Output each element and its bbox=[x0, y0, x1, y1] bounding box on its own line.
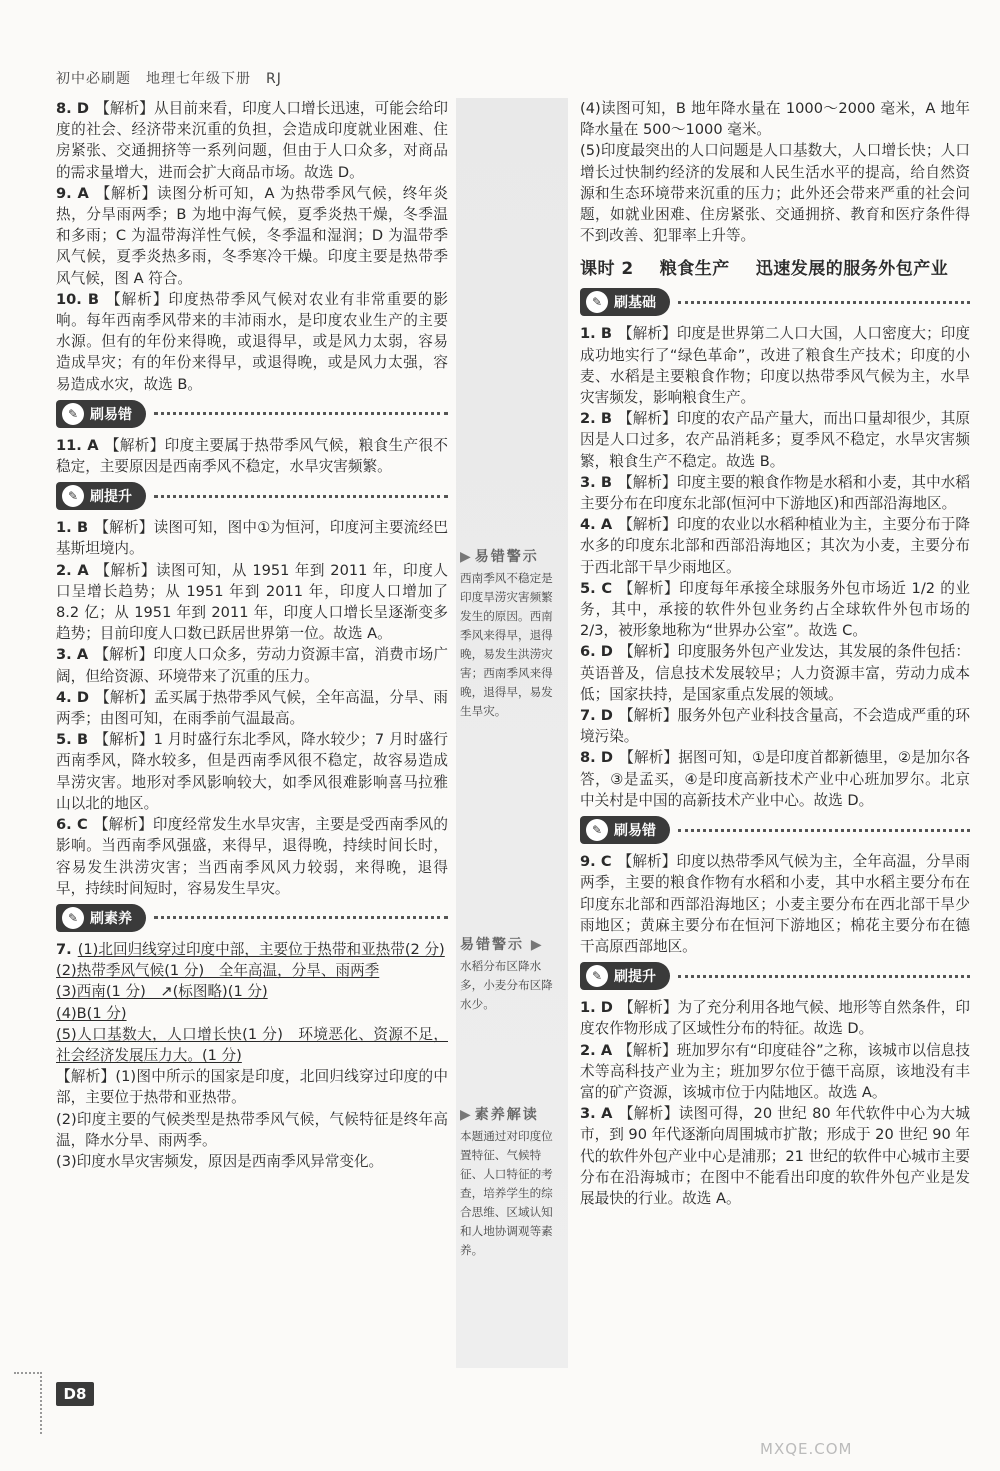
answer-line: (5)人口基数大，人口增长快(1 分) 环境恶化、资源不足，社会经济发展压力大。(1 分) bbox=[56, 1025, 448, 1064]
answer-text: 【解析】孟买属于热带季风气候，全年高温，分旱、雨两季；由图可知，在雨季前气温最高。 bbox=[56, 688, 448, 728]
answer-text: 【解析】1 月时盛行东北季风，降水较少；7 月时盛行西南季风，降水较多，但是西南季风很不稳定，故容易造成旱涝灾害。地形对季风影响较大，如季风很难影响喜马拉雅山以北的地区。 bbox=[56, 731, 448, 812]
answer-text: 【解析】据图可知，①是印度首都新德里，②是加尔各答，③是孟买，④是印度高新技术产业中心班加罗尔。北京中关村是中国的高新技术产业中心。故选 D。 bbox=[580, 749, 970, 809]
banner-dots bbox=[678, 975, 970, 978]
banner-label: 刷易错 bbox=[90, 406, 132, 423]
answer-s7 bbox=[56, 939, 448, 1172]
arrow-icon: ▶ bbox=[460, 1107, 473, 1123]
banner-label: 刷素养 bbox=[90, 910, 132, 927]
answer-text: 【解析】印度以热带季风气候为主，全年高温，分旱雨两季，主要的粮食作物有水稻和小麦，其中水稻主要分布在印度东北部和西部沿海地区；小麦主要分布在西北部干旱少雨地区；黄麻主要分布在恒河下游地区；棉花主要分布在德干高原西部地区。 bbox=[580, 853, 970, 955]
answer-number: 2. B bbox=[580, 410, 612, 428]
answer-b2 bbox=[580, 408, 970, 472]
answer-text: 【解析】印度每年承接全球服务外包市场近 1/2 的业务，其中，承接的软件外包业务约占全球软件外包市场的 2/3，被形象地称为“世界办公室”。故选 C。 bbox=[580, 579, 970, 640]
answer-t2 bbox=[56, 560, 448, 645]
answer-text: 【解析】印度主要的粮食作物是水稻和小麦，其中水稻主要分布在印度东北部(恒河中下游地区)和西部沿海地区。 bbox=[580, 473, 970, 513]
answer-text: 【解析】印度热带季风气候对农业有非常重要的影响。每年西南季风带来的丰沛雨水，是印度农业生产的主要水源。但有的年份来得晚，或退得早，或是风力太弱，容易造成旱灾；有的年份来得早，或退得晚，或是风力太强，容易造成水灾，故选 B。 bbox=[56, 290, 448, 393]
arrow-icon: ▶ bbox=[460, 549, 473, 565]
side-notes-column bbox=[456, 98, 568, 1368]
answer-t4 bbox=[56, 687, 448, 729]
answer-t5 bbox=[56, 729, 448, 814]
note-title bbox=[460, 548, 564, 567]
note-text: 本题通过对印度位置特征、气候特征、人口特征的考查，培养学生的综合思维、区域认知和人地协调观等素养。 bbox=[460, 1129, 553, 1257]
page-corner-decoration bbox=[14, 1372, 42, 1434]
answer-number: 9. C bbox=[580, 853, 612, 871]
banner-dots bbox=[154, 916, 448, 919]
answer-11 bbox=[56, 435, 448, 477]
answer-number: 1. D bbox=[580, 999, 613, 1017]
answer-line: (3)西南(1 分) ↗(标图略)(1 分) bbox=[56, 983, 268, 1001]
answer-number: 5. B bbox=[56, 731, 89, 749]
answer-r1 bbox=[580, 997, 970, 1039]
page-number: D8 bbox=[56, 1382, 94, 1406]
answer-text: 【解析】服务外包产业科技含量高，不会造成严重的环境污染。 bbox=[580, 707, 970, 746]
answer-text: 【解析】印度是世界第二人口大国，人口密度大；印度成功地实行了“绿色革命”，改进了粮食生产技术；印度的小麦、水稻是主要粮食作物；印度以热带季风气候为主，水旱灾害频发，影响粮食生产。 bbox=[580, 325, 970, 407]
answer-number: 8. D bbox=[56, 100, 90, 117]
answer-8 bbox=[56, 98, 448, 183]
banner-pill bbox=[56, 482, 146, 510]
answer-number: 3. A bbox=[56, 646, 89, 664]
answer-t1 bbox=[56, 517, 448, 559]
answer-b5 bbox=[580, 578, 970, 642]
answer-number: 7. D bbox=[580, 707, 613, 725]
answer-text: 【解析】读图可知，从 1951 年到 2011 年，印度人口呈增长趋势；从 1951 年到 2011 年，印度人口增加了 8.2 亿；从 1951 年到 2011 年，印度人口增长呈逐渐变多趋势；目前印度人口数已跃居世界第一位。故选 A。 bbox=[56, 561, 448, 643]
answer-b4 bbox=[580, 514, 970, 578]
answer-text: 【解析】为了充分利用各地气候、地形等自然条件，印度农作物形成了区域性分布的特征。故选 D。 bbox=[580, 999, 970, 1038]
answer-text: 【解析】班加罗尔有“印度硅谷”之称，该城市以信息技术等高科技产业为主；班加罗尔位于德干高原，该地没有丰富的矿产资源，该城市位于内陆地区。故选 A。 bbox=[580, 1041, 971, 1101]
answer-number: 6. C bbox=[56, 816, 88, 834]
watermark: MXQE.COM bbox=[760, 1440, 853, 1458]
answer-text: 【解析】读图可知，图中①为恒河，印度河主要流经巴基斯坦境内。 bbox=[56, 519, 448, 558]
note-title bbox=[460, 936, 564, 955]
answer-number: 1. B bbox=[580, 325, 612, 343]
side-note-3 bbox=[460, 1106, 564, 1260]
answer-number: 6. D bbox=[580, 643, 613, 661]
answer-number: 2. A bbox=[580, 1041, 613, 1059]
answer-b6 bbox=[580, 641, 970, 705]
lesson-part-a: 粮食生产 bbox=[659, 259, 730, 280]
note-title bbox=[460, 1106, 564, 1125]
analysis-line: (2)印度主要的气候类型是热带季风气候，气候特征是终年高温，降水分旱、雨两季。 bbox=[56, 1110, 448, 1149]
answer-b7 bbox=[580, 705, 970, 747]
section-banner-tisheng bbox=[56, 481, 448, 511]
answer-text: 【解析】读图分析可知，A 为热带季风气候，终年炎热，分旱雨两季；B 为地中海气候，夏季炎热干燥，冬季温和多雨；C 为温带海洋性气候，冬季温和湿润；D 为温带季风气候，夏季炎热多雨，冬季寒冷干燥。印度主要是热带季风气候，图 A 符合。 bbox=[56, 184, 449, 287]
answer-text: 【解析】印度的农业以水稻种植业为主，主要分布于降水多的印度东北部和西部沿海地区；其次为小麦，主要分布于西北部干旱少雨地区。 bbox=[580, 516, 970, 576]
answer-r3 bbox=[580, 1103, 970, 1209]
answer-10 bbox=[56, 289, 448, 395]
analysis-line: (3)印度水旱灾害频发，原因是西南季风异常变化。 bbox=[56, 1152, 384, 1170]
answer-r2 bbox=[580, 1040, 970, 1104]
banner-pill bbox=[580, 288, 670, 316]
answer-text: 【解析】印度的农产品产量大，而出口量却很少，其原因是人口过多，农产品消耗多；夏季风不稳定，水旱灾害频繁，粮食生产不稳定。故选 B。 bbox=[580, 410, 970, 470]
side-note-2 bbox=[460, 936, 564, 1014]
brush-icon: ✎ bbox=[586, 965, 608, 987]
banner-pill bbox=[580, 816, 670, 844]
analysis-line: 【解析】(1)图中所示的国家是印度，北回归线穿过印度的中部，主要位于热带和亚热带。 bbox=[56, 1068, 448, 1107]
answer-9 bbox=[56, 183, 448, 289]
answer-line: (4)B(1 分) bbox=[56, 1004, 127, 1022]
answer-number: 10. B bbox=[56, 290, 100, 308]
answer-number: 11. A bbox=[56, 436, 99, 454]
banner-dots bbox=[154, 495, 448, 498]
answer-text: 【解析】印度服务外包产业发达，其发展的条件包括：英语普及，信息技术发展较早；人力资源丰富，劳动力成本低；国家扶持，是国家重点发展的领域。 bbox=[580, 643, 970, 703]
banner-label: 刷提升 bbox=[614, 969, 656, 986]
answer-b3 bbox=[580, 472, 970, 514]
banner-dots bbox=[154, 412, 448, 415]
note-title-text: 易错警示 bbox=[474, 549, 539, 565]
right-column bbox=[580, 98, 970, 1209]
answer-number: 9. A bbox=[56, 184, 89, 202]
answer-number: 4. A bbox=[580, 516, 613, 534]
lesson-part-b: 迅速发展的服务外包产业 bbox=[755, 259, 949, 280]
answer-number: 3. A bbox=[580, 1105, 613, 1123]
brush-icon: ✎ bbox=[62, 485, 84, 507]
answer-number: 1. B bbox=[56, 519, 89, 537]
section-banner-yicuo bbox=[56, 399, 448, 429]
section-banner-yicuo-right bbox=[580, 815, 970, 845]
banner-dots bbox=[678, 301, 970, 304]
arrow-icon: ▶ bbox=[524, 937, 544, 953]
answer-line: (1)北回归线穿过印度中部，主要位于热带和亚热带(2 分) bbox=[77, 940, 445, 958]
section-banner-jichu bbox=[580, 287, 970, 317]
answer-b1 bbox=[580, 323, 970, 408]
answer-p5: (5)印度最突出的人口问题是人口基数大，人口增长快；人口增长过快制约经济的发展和人民生活水平的提高，给自然资源和生态环境带来沉重的压力；此外还会带来严重的社会问题，如就业困难、住房紧张、交通拥挤、教育和医疗条件得不到改善、犯罪率上升等。 bbox=[580, 142, 970, 245]
note-text: 西南季风不稳定是印度旱涝灾害频繁发生的原因。西南季风来得早，退得晚，易发生洪涝灾害；西南季风来得晚，退得早，易发生旱灾。 bbox=[460, 571, 553, 718]
banner-pill bbox=[56, 904, 146, 932]
lesson-prefix: 课时 2 bbox=[580, 259, 634, 280]
left-column bbox=[56, 98, 448, 1172]
answer-text: 【解析】读图可得，20 世纪 80 年代软件中心为大城市，到 90 年代逐渐向周围城市扩散；形成于 20 世纪 90 年代的软件外包产业中心是浦那；21 世纪的软件中心城市主要分布在沿海城市；在图中不能看出印度的软件外包产业是发展最快的行业。故选 A。 bbox=[580, 1105, 971, 1207]
page-header: 初中必刷题 地理七年级下册 RJ bbox=[56, 71, 282, 87]
banner-label: 刷提升 bbox=[90, 489, 132, 506]
answer-b8 bbox=[580, 747, 970, 811]
answer-text: 【解析】从目前来看，印度人口增长迅速，可能会给印度的社会、经济带来沉重的负担，会造成印度就业困难、住房紧张、交通拥挤等一系列问题，但由于人口众多，对商品的需求量增大，进而会扩大商品市场。故选 D。 bbox=[56, 100, 448, 181]
note-title-text: 易错警示 bbox=[460, 937, 524, 953]
answer-number: 5. C bbox=[580, 579, 613, 597]
brush-icon: ✎ bbox=[62, 907, 84, 929]
answer-t3 bbox=[56, 644, 448, 686]
section-banner-suyang bbox=[56, 903, 448, 933]
brush-icon: ✎ bbox=[62, 403, 84, 425]
answer-p4: (4)读图可知，B 地年降水量在 1000～2000 毫米，A 地年降水量在 500～1000 毫米。 bbox=[580, 100, 970, 139]
answer-number: 7. bbox=[56, 940, 72, 958]
answer-text: 【解析】印度人口众多，劳动力资源丰富，消费市场广阔，但给资源、环境带来了沉重的压力。 bbox=[56, 646, 448, 685]
answer-number: 4. D bbox=[56, 688, 90, 706]
section-banner-tisheng-right bbox=[580, 961, 970, 991]
banner-pill bbox=[56, 400, 146, 428]
banner-dots bbox=[678, 829, 970, 832]
answer-line: (2)热带季风气候(1 分) 全年高温，分旱、雨两季 bbox=[56, 962, 380, 980]
side-note-1 bbox=[460, 548, 564, 721]
banner-label: 刷易错 bbox=[614, 823, 656, 840]
answer-number: 2. A bbox=[56, 561, 89, 579]
banner-pill bbox=[580, 962, 670, 990]
lesson-title bbox=[580, 254, 970, 279]
answer-t6 bbox=[56, 814, 448, 899]
brush-icon: ✎ bbox=[586, 291, 608, 313]
answer-e9 bbox=[580, 851, 970, 957]
answer-number: 3. B bbox=[580, 473, 612, 491]
note-text: 水稻分布区降水多，小麦分布区降水少。 bbox=[460, 959, 553, 1011]
answer-number: 8. D bbox=[580, 749, 614, 767]
answer-text: 【解析】印度经常发生水旱灾害，主要是受西南季风的影响。当西南季风强盛，来得早，退得晚，持续时间长时，容易发生洪涝灾害；当西南季风风力较弱，来得晚，退得早，持续时间短时，容易发生旱灾。 bbox=[56, 816, 448, 897]
banner-label: 刷基础 bbox=[614, 295, 656, 312]
note-title-text: 素养解读 bbox=[474, 1107, 539, 1123]
brush-icon: ✎ bbox=[586, 819, 608, 841]
answer-text: 【解析】印度主要属于热带季风气候，粮食生产很不稳定，主要原因是西南季风不稳定，水旱灾害频繁。 bbox=[56, 436, 448, 476]
